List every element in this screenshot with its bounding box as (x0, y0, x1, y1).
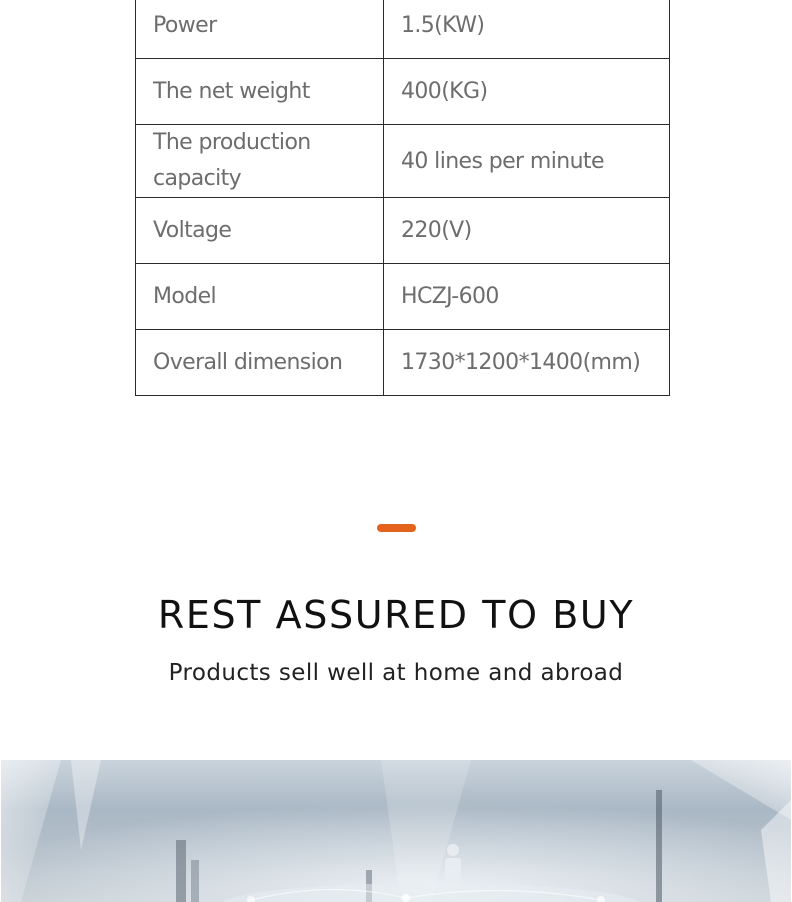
spec-value-power: 1.5(KW) (384, 0, 670, 59)
spec-value-net-weight: 400(KG) (384, 59, 670, 125)
spec-value-voltage: 220(V) (384, 198, 670, 264)
table-row (136, 264, 670, 330)
spec-value-overall-dimension: 1730*1200*1400(mm) (384, 330, 670, 396)
spec-table (135, 0, 670, 396)
business-network-globe-image (1, 760, 791, 902)
section-title: REST ASSURED TO BUY (157, 593, 635, 637)
section-accent-bar (377, 524, 416, 532)
table-row (136, 59, 670, 125)
spec-label-voltage: Voltage (136, 198, 384, 264)
spec-label-model: Model (136, 264, 384, 330)
spec-label-overall-dimension: Overall dimension (136, 330, 384, 396)
table-row (136, 198, 670, 264)
table-row (136, 330, 670, 396)
table-row (136, 125, 670, 198)
spec-label-net-weight: The net weight (136, 59, 384, 125)
spec-label-production-capacity: The production capacity (136, 125, 384, 198)
section-subtitle: Products sell well at home and abroad (168, 660, 624, 686)
spec-value-production-capacity: 40 lines per minute (384, 125, 670, 198)
spec-value-model: HCZJ-600 (384, 264, 670, 330)
table-row (136, 0, 670, 59)
banner-image (1, 760, 791, 902)
spec-label-power: Power (136, 0, 384, 59)
